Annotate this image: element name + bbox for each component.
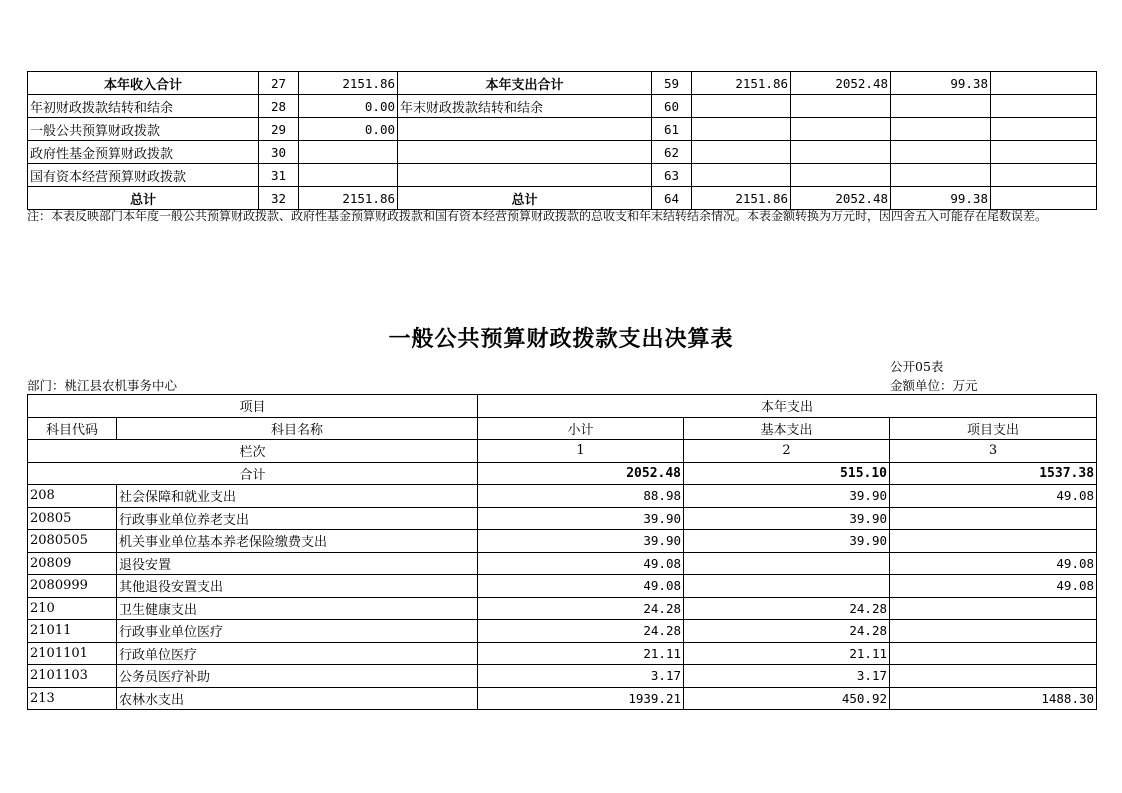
header-col2: 2	[684, 440, 890, 463]
summary-right-basic	[791, 164, 891, 187]
income-expense-summary-table	[27, 71, 1097, 210]
summary-right-other	[991, 141, 1097, 164]
summary-row	[28, 118, 1097, 141]
amount-basic	[684, 575, 890, 598]
summary-left-label: 本年收入合计	[28, 72, 259, 95]
summary-right-no: 63	[652, 164, 692, 187]
summary-right-basic	[791, 95, 891, 118]
summary-right-project	[891, 95, 991, 118]
header-row-1	[28, 395, 1097, 418]
summary-table-body	[28, 72, 1097, 210]
summary-right-other	[991, 187, 1097, 210]
summary-right-other	[991, 72, 1097, 95]
amount-project	[890, 530, 1097, 553]
total-project: 1537.38	[890, 462, 1097, 485]
header-project: 项目支出	[890, 417, 1097, 440]
summary-left-amount	[299, 141, 398, 164]
table-row	[28, 552, 1097, 575]
summary-left-label: 国有资本经营预算财政拨款	[28, 164, 259, 187]
summary-right-total	[692, 164, 791, 187]
account-name: 行政单位医疗	[117, 642, 478, 665]
table-row	[28, 507, 1097, 530]
header-basic: 基本支出	[684, 417, 890, 440]
summary-left-no: 27	[259, 72, 299, 95]
summary-right-no: 64	[652, 187, 692, 210]
summary-right-other	[991, 118, 1097, 141]
summary-right-label: 年末财政拨款结转和结余	[398, 95, 652, 118]
summary-right-total	[692, 95, 791, 118]
amount-subtotal: 88.98	[478, 485, 684, 508]
summary-left-no: 31	[259, 164, 299, 187]
summary-right-label: 本年支出合计	[398, 72, 652, 95]
table-row	[28, 620, 1097, 643]
account-name: 行政事业单位医疗	[117, 620, 478, 643]
summary-right-project	[891, 141, 991, 164]
summary-left-amount: 2151.86	[299, 72, 398, 95]
amount-basic: 450.92	[684, 687, 890, 710]
account-code: 208	[28, 485, 117, 508]
total-label: 合计	[28, 462, 478, 485]
amount-subtotal: 24.28	[478, 597, 684, 620]
header-current-year: 本年支出	[478, 395, 1097, 418]
amount-subtotal: 3.17	[478, 665, 684, 688]
account-name: 社会保障和就业支出	[117, 485, 478, 508]
amount-subtotal: 1939.21	[478, 687, 684, 710]
summary-right-no: 62	[652, 141, 692, 164]
amount-project	[890, 620, 1097, 643]
account-name: 行政事业单位养老支出	[117, 507, 478, 530]
summary-right-total	[692, 118, 791, 141]
header-col3: 3	[890, 440, 1097, 463]
amount-subtotal: 49.08	[478, 575, 684, 598]
amount-subtotal: 39.90	[478, 507, 684, 530]
summary-row	[28, 187, 1097, 210]
summary-right-total: 2151.86	[692, 187, 791, 210]
header-col1: 1	[478, 440, 684, 463]
account-code: 20805	[28, 507, 117, 530]
summary-left-amount: 2151.86	[299, 187, 398, 210]
amount-basic: 39.90	[684, 530, 890, 553]
summary-right-total	[692, 141, 791, 164]
summary-right-project: 99.38	[891, 72, 991, 95]
account-code: 2101103	[28, 665, 117, 688]
table-row	[28, 642, 1097, 665]
summary-left-label: 一般公共预算财政拨款	[28, 118, 259, 141]
table-note: 注：本表反映部门本年度一般公共预算财政拨款、政府性基金预算财政拨款和国有资本经营预算财政拨款的总收支和年末结转结余情况。本表金额转换为万元时，因四舍五入可能存在尾数误差。	[27, 209, 1048, 223]
amount-project: 49.08	[890, 575, 1097, 598]
amount-subtotal: 49.08	[478, 552, 684, 575]
summary-right-label	[398, 141, 652, 164]
summary-row	[28, 164, 1097, 187]
summary-right-label	[398, 164, 652, 187]
amount-basic: 3.17	[684, 665, 890, 688]
summary-left-no: 28	[259, 95, 299, 118]
summary-row	[28, 72, 1097, 95]
summary-left-amount: 0.00	[299, 95, 398, 118]
account-code: 21011	[28, 620, 117, 643]
amount-basic: 21.11	[684, 642, 890, 665]
summary-right-basic: 2052.48	[791, 72, 891, 95]
account-name: 卫生健康支出	[117, 597, 478, 620]
amount-subtotal: 24.28	[478, 620, 684, 643]
summary-right-basic	[791, 141, 891, 164]
amount-project	[890, 507, 1097, 530]
amount-basic	[684, 552, 890, 575]
amount-project	[890, 597, 1097, 620]
summary-right-label: 总计	[398, 187, 652, 210]
amount-subtotal: 21.11	[478, 642, 684, 665]
amount-project	[890, 665, 1097, 688]
summary-right-no: 59	[652, 72, 692, 95]
summary-row	[28, 141, 1097, 164]
header-row-3	[28, 440, 1097, 463]
summary-right-other	[991, 95, 1097, 118]
summary-right-label	[398, 118, 652, 141]
summary-right-project	[891, 118, 991, 141]
page-title: 一般公共预算财政拨款支出决算表	[388, 326, 734, 352]
table-row	[28, 687, 1097, 710]
summary-right-project	[891, 164, 991, 187]
header-column-no: 栏次	[28, 440, 478, 463]
summary-left-no: 30	[259, 141, 299, 164]
amount-subtotal: 39.90	[478, 530, 684, 553]
amount-project: 49.08	[890, 552, 1097, 575]
amount-project: 1488.30	[890, 687, 1097, 710]
amount-basic: 39.90	[684, 507, 890, 530]
header-subtotal: 小计	[478, 417, 684, 440]
summary-left-no: 32	[259, 187, 299, 210]
table-row	[28, 597, 1097, 620]
table-row	[28, 665, 1097, 688]
total-row	[28, 462, 1097, 485]
header-code: 科目代码	[28, 417, 117, 440]
summary-right-no: 61	[652, 118, 692, 141]
table-code: 公开05表	[890, 359, 944, 374]
summary-right-basic: 2052.48	[791, 187, 891, 210]
account-code: 20809	[28, 552, 117, 575]
account-name: 公务员医疗补助	[117, 665, 478, 688]
summary-left-label: 政府性基金预算财政拨款	[28, 141, 259, 164]
table-row	[28, 485, 1097, 508]
summary-right-no: 60	[652, 95, 692, 118]
department-label: 部门：桃江县农机事务中心	[27, 378, 178, 393]
account-code: 2080999	[28, 575, 117, 598]
account-name: 其他退役安置支出	[117, 575, 478, 598]
account-code: 210	[28, 597, 117, 620]
summary-right-total: 2151.86	[692, 72, 791, 95]
expenditure-table-body	[28, 395, 1097, 710]
total-basic: 515.10	[684, 462, 890, 485]
account-name: 退役安置	[117, 552, 478, 575]
summary-right-basic	[791, 118, 891, 141]
summary-row	[28, 95, 1097, 118]
amount-project: 49.08	[890, 485, 1097, 508]
summary-left-no: 29	[259, 118, 299, 141]
summary-right-other	[991, 164, 1097, 187]
account-code: 213	[28, 687, 117, 710]
amount-project	[890, 642, 1097, 665]
total-subtotal: 2052.48	[478, 462, 684, 485]
expenditure-table	[27, 394, 1097, 710]
account-name: 农林水支出	[117, 687, 478, 710]
amount-basic: 24.28	[684, 597, 890, 620]
summary-left-amount	[299, 164, 398, 187]
summary-left-label: 年初财政拨款结转和结余	[28, 95, 259, 118]
summary-left-amount: 0.00	[299, 118, 398, 141]
header-name: 科目名称	[117, 417, 478, 440]
amount-basic: 39.90	[684, 485, 890, 508]
header-item: 项目	[28, 395, 478, 418]
account-name: 机关事业单位基本养老保险缴费支出	[117, 530, 478, 553]
amount-basic: 24.28	[684, 620, 890, 643]
summary-left-label: 总计	[28, 187, 259, 210]
table-row	[28, 530, 1097, 553]
amount-unit-label: 金额单位：万元	[890, 378, 978, 393]
summary-right-project: 99.38	[891, 187, 991, 210]
header-row-2	[28, 417, 1097, 440]
table-row	[28, 575, 1097, 598]
account-code: 2101101	[28, 642, 117, 665]
account-code: 2080505	[28, 530, 117, 553]
